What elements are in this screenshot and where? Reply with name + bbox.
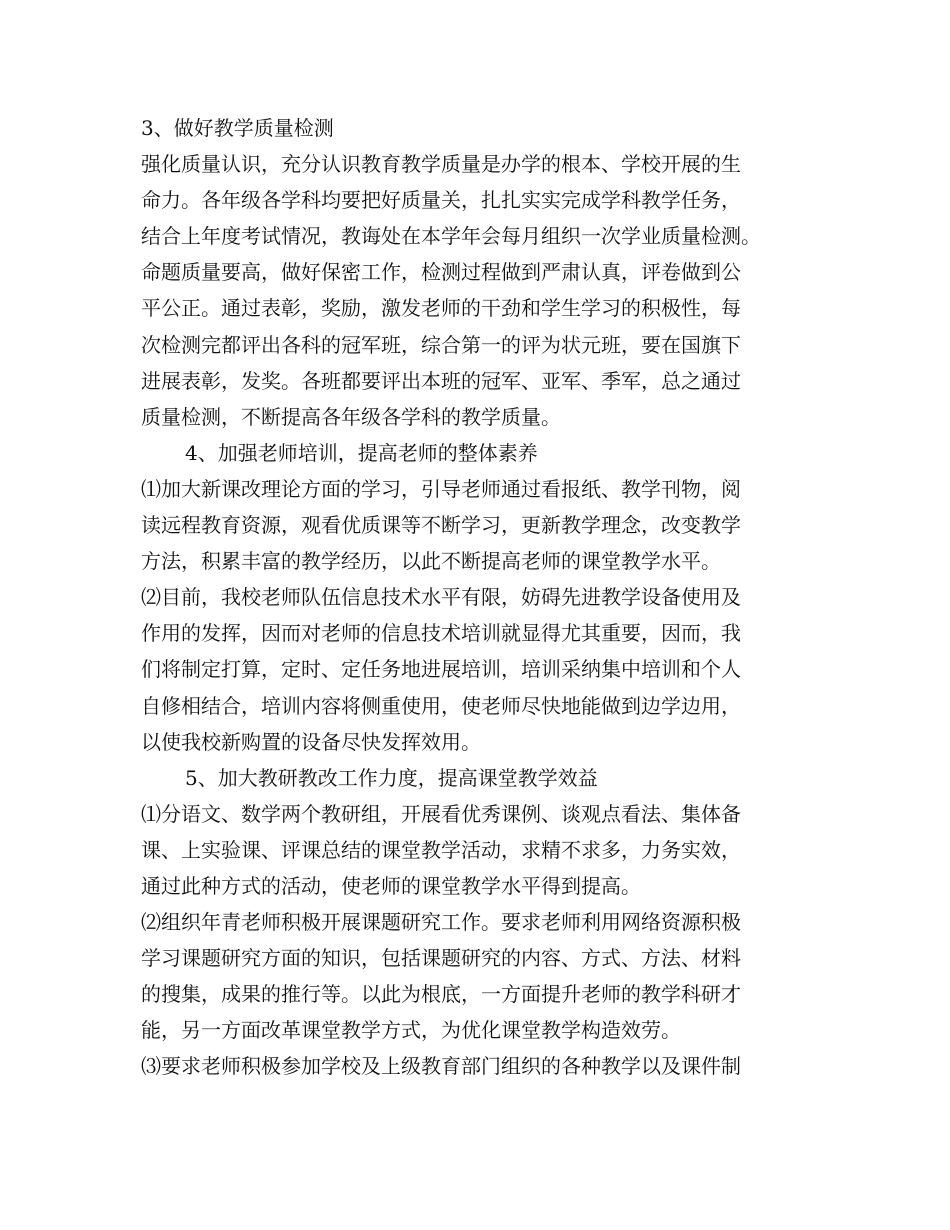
text-line: 能，另一方面改革课堂教学方式，为优化课堂教学构造效劳。 [141, 1018, 681, 1043]
text-line: ⑵目前，我校老师队伍信息技术水平有限，妨碍先进教学设备使用及 [141, 585, 741, 610]
section-heading: 4、加强老师培训，提高老师的整体素养 [185, 440, 538, 465]
text-line: 们将制定打算，定时、定任务地进展培训，培训采纳集中培训和个人 [141, 657, 741, 682]
text-line: ⑵组织年青老师积极开展课题研究工作。要求老师利用网络资源积极 [141, 910, 741, 935]
text-line: 读远程教育资源，观看优质课等不断学习，更新教学理念，改变教学 [141, 513, 741, 538]
text-line: 自修相结合，培训内容将侧重使用，使老师尽快地能做到边学边用， [141, 693, 741, 718]
text-line: 的搜集，成果的推行等。以此为根底，一方面提升老师的教学科研才 [141, 982, 741, 1007]
text-line: 作用的发挥，因而对老师的信息技术培训就显得尤其重要，因而，我 [141, 621, 741, 646]
text-line: 次检测完都评出各科的冠军班，综合第一的评为状元班，要在国旗下 [141, 332, 741, 357]
document-body [141, 110, 831, 1085]
text-line: ⑴加大新课改理论方面的学习，引导老师通过看报纸、教学刊物，阅 [141, 476, 741, 501]
text-line: 平公正。通过表彰，奖励，激发老师的干劲和学生学习的积极性，每 [141, 296, 741, 321]
text-line: 命题质量要高，做好保密工作，检测过程做到严肃认真，评卷做到公 [141, 260, 741, 285]
text-line: 方法，积累丰富的教学经历，以此不断提高老师的课堂教学水平。 [141, 549, 721, 574]
text-line: 学习课题研究方面的知识，包括课题研究的内容、方式、方法、材料 [141, 946, 741, 971]
text-line: 强化质量认识，充分认识教育教学质量是办学的根本、学校开展的生 [141, 152, 741, 177]
text-line: 结合上年度考试情况，教诲处在本学年会每月组织一次学业质量检测。 [141, 224, 761, 249]
text-line: ⑶要求老师积极参加学校及上级教育部门组织的各种教学以及课件制 [141, 1054, 741, 1079]
section-heading: 5、加大教研教改工作力度，提高课堂教学效益 [185, 765, 598, 790]
text-line: ⑴分语文、数学两个教研组，开展看优秀课例、谈观点看法、集体备 [141, 801, 741, 826]
text-line: 3、做好教学质量检测 [141, 116, 334, 140]
text-line: 课、上实验课、评课总结的课堂教学活动，求精不求多，力务实效， [141, 837, 741, 862]
text-line: 进展表彰，发奖。各班都要评出本班的冠军、亚军、季军，总之通过 [141, 368, 741, 393]
text-line: 通过此种方式的活动，使老师的课堂教学水平得到提高。 [141, 873, 641, 898]
text-line: 命力。各年级各学科均要把好质量关，扎扎实实完成学科教学任务， [141, 188, 741, 213]
text-line: 质量检测，不断提高各年级各学科的教学质量。 [141, 404, 561, 429]
text-line: 以使我校新购置的设备尽快发挥效用。 [141, 729, 481, 754]
